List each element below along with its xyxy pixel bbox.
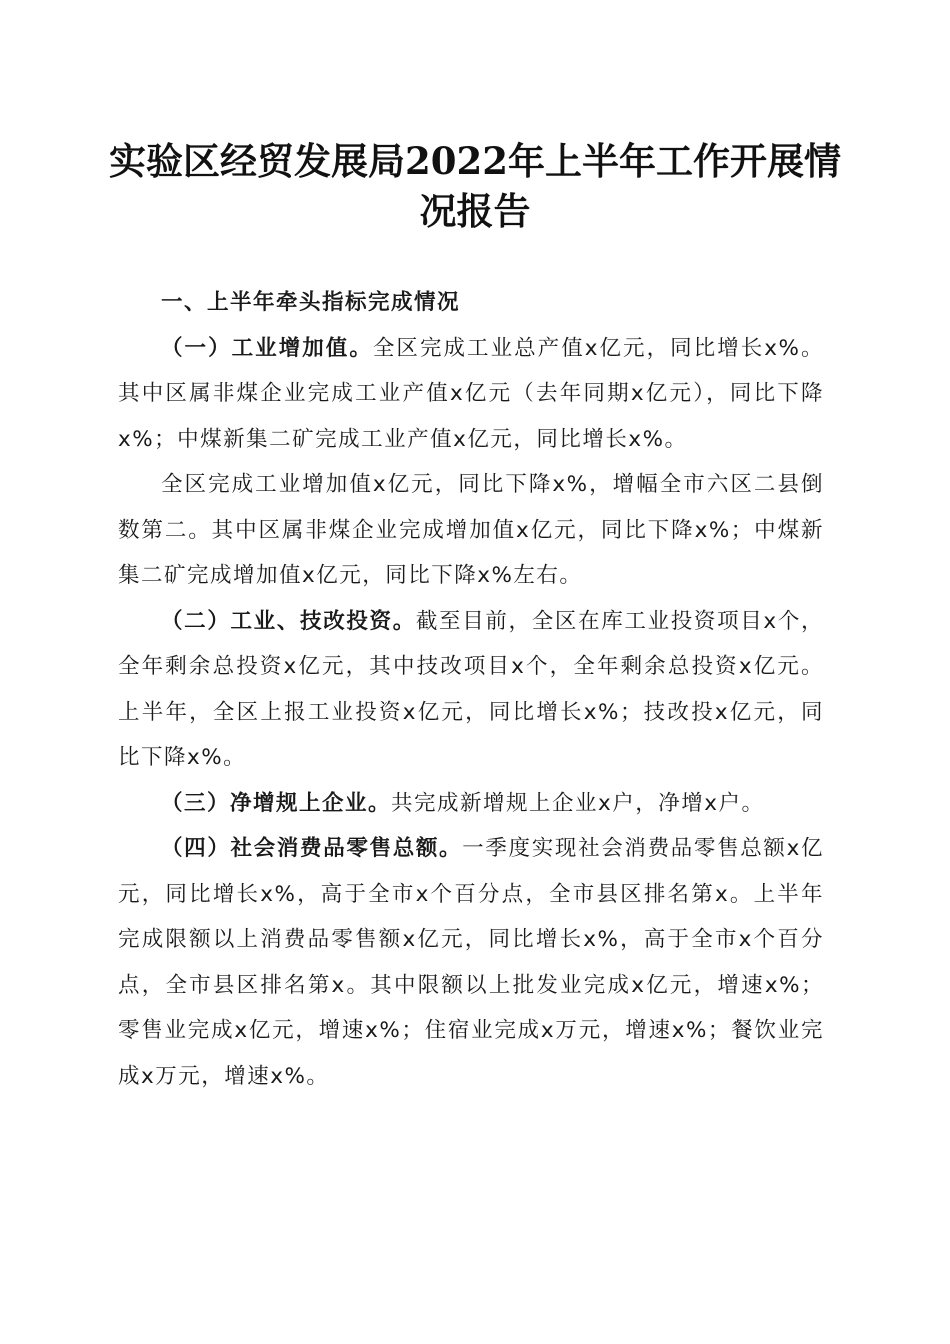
- paragraph-lead: （二）工业、技改投资。: [161, 608, 416, 634]
- paragraph-retail-sales: [118, 826, 824, 1099]
- paragraph-text: 全区完成工业总产值x亿元，同比增长x%。其中区属非煤企业完成工业产值x亿元（去年同期x亿元），同比下降x%；中煤新集二矿完成工业产值x亿元，同比增长x%。: [118, 335, 824, 452]
- paragraph-industrial-added-value: [118, 326, 824, 463]
- paragraph-text: 一季度实现社会消费品零售总额x亿元，同比增长x%，高于全市x个百分点，全市县区排名第x。上半年完成限额以上消费品零售额x亿元，同比增长x%，高于全市x个百分点，全市县区排名第x。其中限额以上批发业完成x亿元，增速x%；零售业完成x亿元，增速x%；住宿业完成x万元，增速x%；餐饮业完成x万元，增速x%。: [118, 836, 824, 1089]
- section-heading: 一、上半年牵头指标完成情况: [161, 290, 461, 315]
- document-body: [118, 280, 824, 1099]
- paragraph-lead: （一）工业增加值。: [161, 335, 373, 361]
- paragraph-lead: （三）净增规上企业。: [161, 790, 392, 816]
- paragraph-industrial-investment: [118, 599, 824, 781]
- paragraph-text: 截至目前，全区在库工业投资项目x个，全年剩余总投资x亿元，其中技改项目x个，全年剩余总投资x亿元。上半年，全区上报工业投资x亿元，同比增长x%；技改投x亿元，同比下降x%。: [118, 608, 824, 770]
- paragraph-industrial-added-value-detail: [118, 462, 824, 599]
- document-title: 实验区经贸发展局2022年上半年工作开展情况报告: [109, 139, 841, 233]
- paragraph-text: 共完成新增规上企业x户，净增x户。: [391, 790, 765, 816]
- paragraph-new-enterprises: [118, 781, 824, 827]
- paragraph-lead: （四）社会消费品零售总额。: [161, 836, 463, 861]
- paragraph-text: 全区完成工业增加值x亿元，同比下降x%，增幅全市六区二县倒数第二。其中区属非煤企业完成增加值x亿元，同比下降x%；中煤新集二矿完成增加值x亿元，同比下降x%左右。: [118, 472, 824, 588]
